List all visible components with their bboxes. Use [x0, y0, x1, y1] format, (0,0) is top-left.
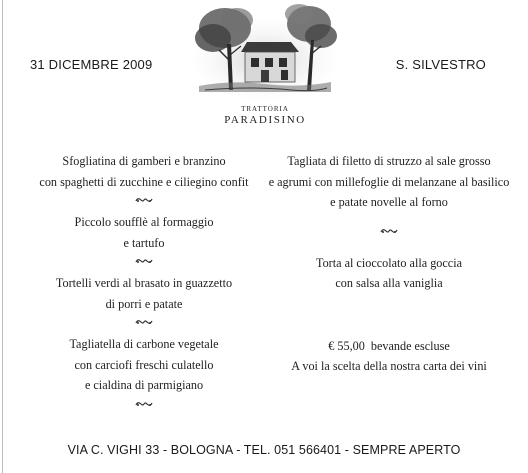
menu-price: € 55,00 bevande escluse — [328, 338, 450, 353]
menu-line: e agrumi con millefoglie di melanzane al basilico — [268, 174, 510, 189]
spacer — [258, 243, 520, 253]
swirl-ornament-icon — [24, 253, 264, 273]
farmhouse-logo-icon — [191, 0, 339, 102]
menu-line: Torta al cioccolato alla goccia — [316, 255, 462, 270]
wine-note: A voi la scelta della nostra carta dei vini — [291, 359, 487, 373]
spacer — [258, 213, 520, 223]
menu-right-column — [258, 151, 520, 377]
menu-line: con salsa alla vaniglia — [335, 276, 443, 290]
menu-occasion: S. SILVESTRO — [395, 57, 486, 72]
menu-left-column — [24, 151, 264, 416]
menu-line: e cialdina di parmigiano — [84, 378, 204, 392]
menu-line: e patate novelle al forno — [330, 195, 448, 209]
spacer — [258, 326, 520, 336]
menu-line: con spaghetti di zucchine e ciliegino confit — [39, 174, 249, 189]
menu-line: e tartufo — [123, 235, 165, 250]
menu-line: Sfogliatina di gamberi e branzino — [62, 154, 226, 168]
menu-line: Tagliatella di carbone vegetale — [69, 337, 219, 351]
menu-line: Tortelli verdi al brasato in guazzetto — [55, 276, 233, 290]
menu-line: Piccolo soufflè al formaggio — [74, 215, 214, 229]
menu-line: di porri e patate — [105, 296, 183, 311]
spacer — [258, 294, 520, 326]
swirl-ornament-icon — [24, 396, 264, 416]
left-border-line — [2, 0, 3, 473]
logo-subtitle: TRATTORIA — [241, 105, 289, 113]
menu-date: 31 DICEMBRE 2009 — [30, 57, 153, 72]
swirl-ornament-icon — [24, 192, 264, 212]
swirl-ornament-icon — [24, 314, 264, 334]
logo-name: PARADISINO — [224, 114, 306, 126]
menu-line: con carciofi freschi culatello — [74, 357, 214, 372]
menu-line: Tagliata di filetto di struzzo al sale grosso — [287, 154, 491, 168]
footer-address: VIA C. VIGHI 33 - BOLOGNA - TEL. 051 566401 - SEMPRE APERTO — [67, 443, 461, 457]
swirl-ornament-icon — [258, 223, 520, 243]
